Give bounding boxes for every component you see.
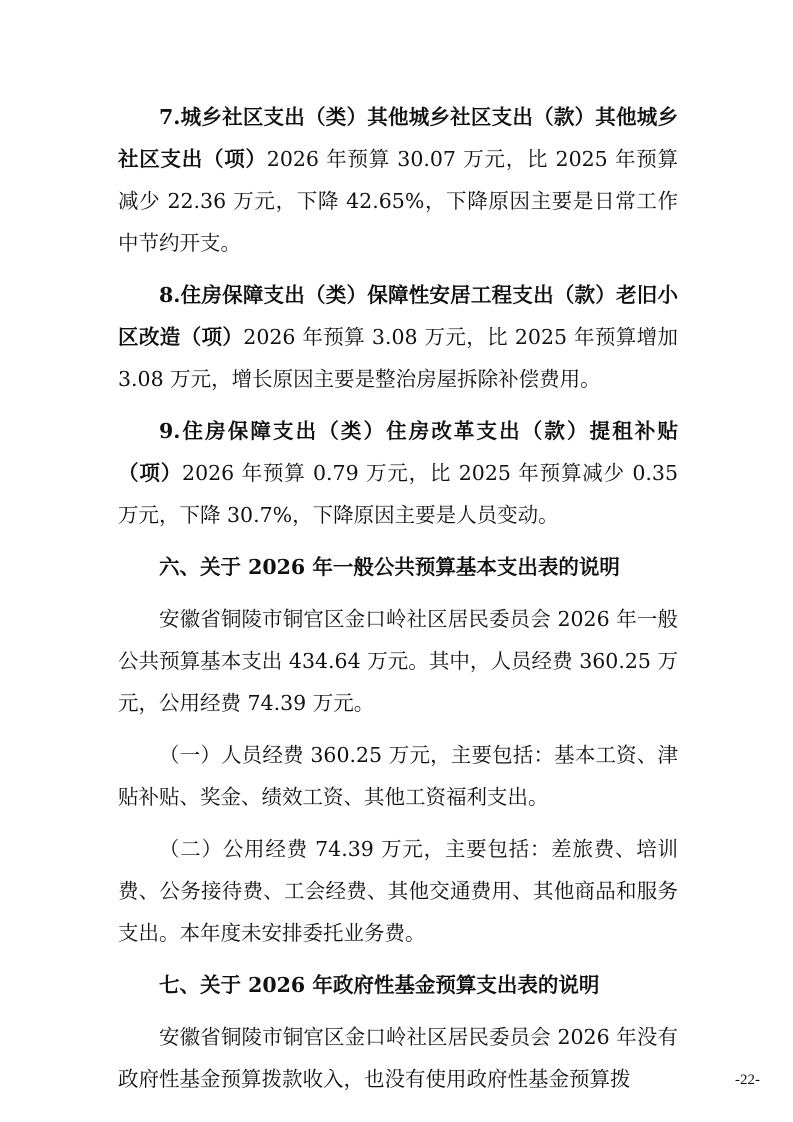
- section-7-heading: 七、关于 2026 年政府性基金预算支出表的说明: [159, 973, 600, 997]
- paragraph-item-9: [118, 410, 678, 536]
- section-6-intro: 安徽省铜陵市铜官区金口岭社区居民委员会 2026 年一般公共预算基本支出 434.64 万元。其中，人员经费 360.25 万元，公用经费 74.39 万元。: [118, 607, 678, 715]
- section-6-public-costs: （二）公用经费 74.39 万元，主要包括：差旅费、培训费、公务接待费、工会经费、其他交通费用、其他商品和服务支出。本年度未安排委托业务费。: [118, 837, 678, 945]
- item-7-body: 2026 年预算 30.07 万元，比 2025 年预算减少 22.36 万元，下降 42.65%，下降原因主要是日常工作中节约开支。: [118, 147, 678, 255]
- paragraph-item-8: [118, 274, 678, 400]
- section-6-heading: 六、关于 2026 年一般公共预算基本支出表的说明: [159, 555, 620, 579]
- document-page: [118, 96, 678, 1110]
- item-9-title: 9.住房保障支出（类）住房改革支出（款）提租补贴（项）: [118, 419, 678, 485]
- item-8-body: 2026 年预算 3.08 万元，比 2025 年预算增加 3.08 万元，增长原因主要是整治房屋拆除补偿费用。: [118, 325, 678, 391]
- item-9-body: 2026 年预算 0.79 万元，比 2025 年预算减少 0.35 万元，下降 30.7%，下降原因主要是人员变动。: [118, 461, 679, 527]
- item-7-title: 7.城乡社区支出（类）其他城乡社区支出（款）其他城乡社区支出（项）: [118, 105, 678, 171]
- paragraph-item-7: [118, 96, 678, 264]
- item-8-title: 8.住房保障支出（类）保障性安居工程支出（款）老旧小区改造（项）: [118, 283, 678, 349]
- section-7-intro: 安徽省铜陵市铜官区金口岭社区居民委员会 2026 年没有政府性基金预算拨款收入，也没有使用政府性基金预算拨: [118, 1025, 678, 1091]
- page-number: -22-: [735, 1072, 760, 1088]
- section-6-personnel-costs: （一）人员经费 360.25 万元，主要包括：基本工资、津贴补贴、奖金、绩效工资、其他工资福利支出。: [118, 743, 678, 809]
